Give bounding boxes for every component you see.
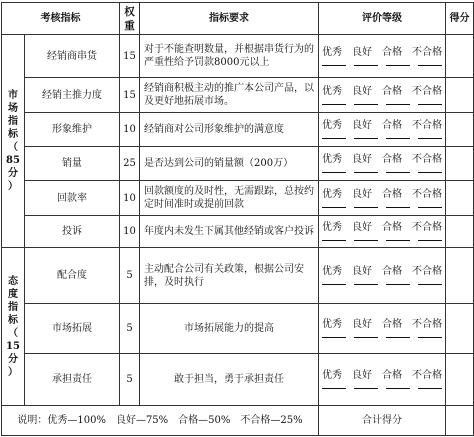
table-row [2, 181, 474, 216]
grade-option-label: 良好 [352, 154, 372, 165]
weight-cell: 15 [120, 35, 140, 78]
indicator-cell: 回款率 [25, 181, 120, 216]
grade-blank-line[interactable] [322, 172, 346, 173]
grade-blank-line[interactable] [418, 337, 442, 338]
grade-blank-line[interactable] [354, 138, 378, 139]
grade-option-label: 良好 [352, 46, 372, 58]
score-cell[interactable] [446, 216, 474, 248]
weight-cell: 5 [120, 304, 140, 354]
indicator-cell: 承担责任 [25, 354, 120, 406]
grade-option-label: 优秀 [322, 319, 342, 330]
requirement-cell: 经销商对公司形象维护的满意度 [140, 113, 319, 147]
weight-cell: 5 [120, 248, 140, 304]
requirement-cell: 是否达到公司的销量额（200万） [140, 147, 319, 181]
total-score-cell[interactable] [446, 406, 474, 436]
grade-option-label: 合格 [382, 154, 402, 165]
grade-option-label: 优秀 [322, 46, 342, 58]
table-row [2, 304, 474, 354]
header-requirement: 指标要求 [140, 3, 319, 35]
grade-cell [319, 35, 446, 78]
grade-blanks [319, 138, 445, 139]
grade-blank-line[interactable] [418, 207, 442, 208]
grade-blank-line[interactable] [386, 284, 410, 285]
score-cell[interactable] [446, 354, 474, 406]
grade-option-label: 不合格 [412, 154, 442, 165]
total-score-label: 合计得分 [319, 406, 446, 436]
grade-blank-line[interactable] [322, 388, 346, 389]
grade-cell [319, 354, 446, 406]
grade-blank-line[interactable] [418, 172, 442, 173]
grade-options [319, 120, 445, 132]
grade-blank-line[interactable] [418, 284, 442, 285]
grade-blank-line[interactable] [354, 207, 378, 208]
indicator-cell: 市场拓展 [25, 304, 120, 354]
requirement-cell: 主动配合公司有关政策，根据公司安排，及时执行 [140, 248, 319, 304]
grade-blank-line[interactable] [386, 104, 410, 105]
requirement-cell: 回款额度的及时性，无需跟踪，总按约定时间准时或提前回款 [140, 181, 319, 216]
grade-blanks [319, 104, 445, 105]
grade-blanks [319, 172, 445, 173]
grade-blank-line[interactable] [386, 65, 410, 66]
grade-blanks [319, 65, 445, 66]
grade-blank-line[interactable] [354, 240, 378, 241]
weight-cell: 25 [120, 147, 140, 181]
grade-blank-line[interactable] [354, 284, 378, 285]
table-row [2, 248, 474, 304]
grade-blank-line[interactable] [322, 207, 346, 208]
grade-blank-line[interactable] [418, 388, 442, 389]
grade-option-label: 合格 [382, 120, 402, 131]
weight-cell: 10 [120, 113, 140, 147]
grade-options [319, 370, 445, 382]
grade-blank-line[interactable] [418, 104, 442, 105]
table-row [2, 113, 474, 147]
grade-blank-line[interactable] [322, 104, 346, 105]
grade-option-label: 良好 [352, 266, 372, 277]
score-cell[interactable] [446, 248, 474, 304]
grade-blank-line[interactable] [322, 240, 346, 241]
grade-option-label: 良好 [352, 222, 372, 233]
indicator-cell: 经销商串货 [25, 35, 120, 78]
indicator-cell: 销量 [25, 147, 120, 181]
grade-options [319, 266, 445, 278]
grade-blanks [319, 284, 445, 285]
grade-option-label: 不合格 [412, 46, 442, 58]
category-attitude: 态 度 指 标 （ 15 分 ） [2, 248, 25, 406]
requirement-cell: 市场拓展能力的提高 [140, 304, 319, 354]
grade-option-label: 不合格 [412, 319, 442, 330]
grade-option-label: 合格 [382, 188, 402, 200]
header-row [2, 3, 474, 35]
indicator-cell: 形象维护 [25, 113, 120, 147]
grade-cell [319, 78, 446, 113]
grade-option-label: 良好 [352, 188, 372, 200]
weight-cell: 10 [120, 181, 140, 216]
header-weight: 权重 [120, 3, 140, 35]
score-cell[interactable] [446, 304, 474, 354]
grade-blank-line[interactable] [418, 65, 442, 66]
grade-blank-line[interactable] [418, 240, 442, 241]
grade-options [319, 86, 445, 98]
grade-option-label: 良好 [352, 85, 372, 97]
header-indicator: 考核指标 [2, 3, 120, 35]
grade-blank-line[interactable] [322, 284, 346, 285]
grade-option-label: 优秀 [322, 188, 342, 200]
indicator-cell: 经销主推力度 [25, 78, 120, 113]
grade-blank-line[interactable] [386, 172, 410, 173]
grade-option-label: 合格 [382, 222, 402, 233]
category-market: 市 场 指 标 （ 85 分 ） [2, 35, 25, 248]
requirement-cell: 经销商积极主动的推广本公司产品，以及更好地拓展市场。 [140, 78, 319, 113]
grade-blank-line[interactable] [386, 138, 410, 139]
grade-blank-line[interactable] [354, 104, 378, 105]
grade-blank-line[interactable] [354, 388, 378, 389]
grade-options [319, 319, 445, 331]
grade-blank-line[interactable] [322, 65, 346, 66]
grade-option-label: 合格 [382, 266, 402, 277]
requirement-cell: 敢于担当，勇于承担责任 [140, 354, 319, 406]
grade-cell [319, 216, 446, 248]
requirement-cell: 年度内未发生下属其他经销或客户投诉 [140, 216, 319, 248]
requirement-cell: 对于不能查明数量，并根据串货行为的严重性给予罚款8000元以上 [140, 35, 319, 78]
grade-option-label: 优秀 [322, 222, 342, 233]
grade-legend: 说明：优秀—100% 良好—75% 合格—50% 不合格—25% [2, 406, 319, 436]
grade-option-label: 合格 [382, 319, 402, 330]
score-cell[interactable] [446, 181, 474, 216]
grade-option-label: 不合格 [412, 370, 442, 381]
grade-blank-line[interactable] [418, 138, 442, 139]
header-score: 得分 [446, 3, 474, 35]
score-cell[interactable] [446, 113, 474, 147]
grade-option-label: 合格 [382, 370, 402, 381]
weight-cell: 5 [120, 354, 140, 406]
grade-option-label: 不合格 [412, 266, 442, 277]
table-row [2, 354, 474, 406]
table-row [2, 78, 474, 113]
indicator-cell: 投诉 [25, 216, 120, 248]
table-row [2, 216, 474, 248]
grade-options [319, 154, 445, 166]
grade-cell [319, 248, 446, 304]
grade-option-label: 优秀 [322, 266, 342, 277]
grade-blank-line[interactable] [386, 388, 410, 389]
evaluation-table [1, 2, 474, 436]
grade-blank-line[interactable] [354, 65, 378, 66]
grade-blank-line[interactable] [386, 207, 410, 208]
table-row [2, 147, 474, 181]
weight-cell: 15 [120, 78, 140, 113]
grade-blanks [319, 337, 445, 338]
table-row [2, 35, 474, 78]
score-cell[interactable] [446, 147, 474, 181]
footer-row [2, 406, 474, 436]
grade-blanks [319, 388, 445, 389]
grade-cell [319, 113, 446, 147]
header-grade: 评价等级 [319, 3, 446, 35]
score-cell[interactable] [446, 35, 474, 78]
grade-option-label: 良好 [352, 120, 372, 131]
weight-cell: 10 [120, 216, 140, 248]
grade-options [319, 189, 445, 201]
grade-option-label: 优秀 [322, 370, 342, 381]
grade-option-label: 优秀 [322, 85, 342, 97]
grade-cell [319, 147, 446, 181]
grade-option-label: 优秀 [322, 120, 342, 131]
grade-cell [319, 181, 446, 216]
grade-blank-line[interactable] [322, 138, 346, 139]
grade-option-label: 优秀 [322, 154, 342, 165]
score-cell[interactable] [446, 78, 474, 113]
grade-blanks [319, 240, 445, 241]
grade-cell [319, 304, 446, 354]
grade-blanks [319, 207, 445, 208]
grade-blank-line[interactable] [322, 337, 346, 338]
grade-option-label: 不合格 [412, 188, 442, 200]
grade-options [319, 47, 445, 59]
grade-options [319, 222, 445, 234]
grade-option-label: 良好 [352, 370, 372, 381]
indicator-cell: 配合度 [25, 248, 120, 304]
grade-blank-line[interactable] [386, 240, 410, 241]
grade-option-label: 不合格 [412, 120, 442, 131]
grade-option-label: 不合格 [412, 222, 442, 233]
grade-option-label: 不合格 [412, 85, 442, 97]
grade-option-label: 合格 [382, 46, 402, 58]
grade-option-label: 合格 [382, 85, 402, 97]
grade-blank-line[interactable] [386, 337, 410, 338]
grade-blank-line[interactable] [354, 337, 378, 338]
grade-option-label: 良好 [352, 319, 372, 330]
grade-blank-line[interactable] [354, 172, 378, 173]
